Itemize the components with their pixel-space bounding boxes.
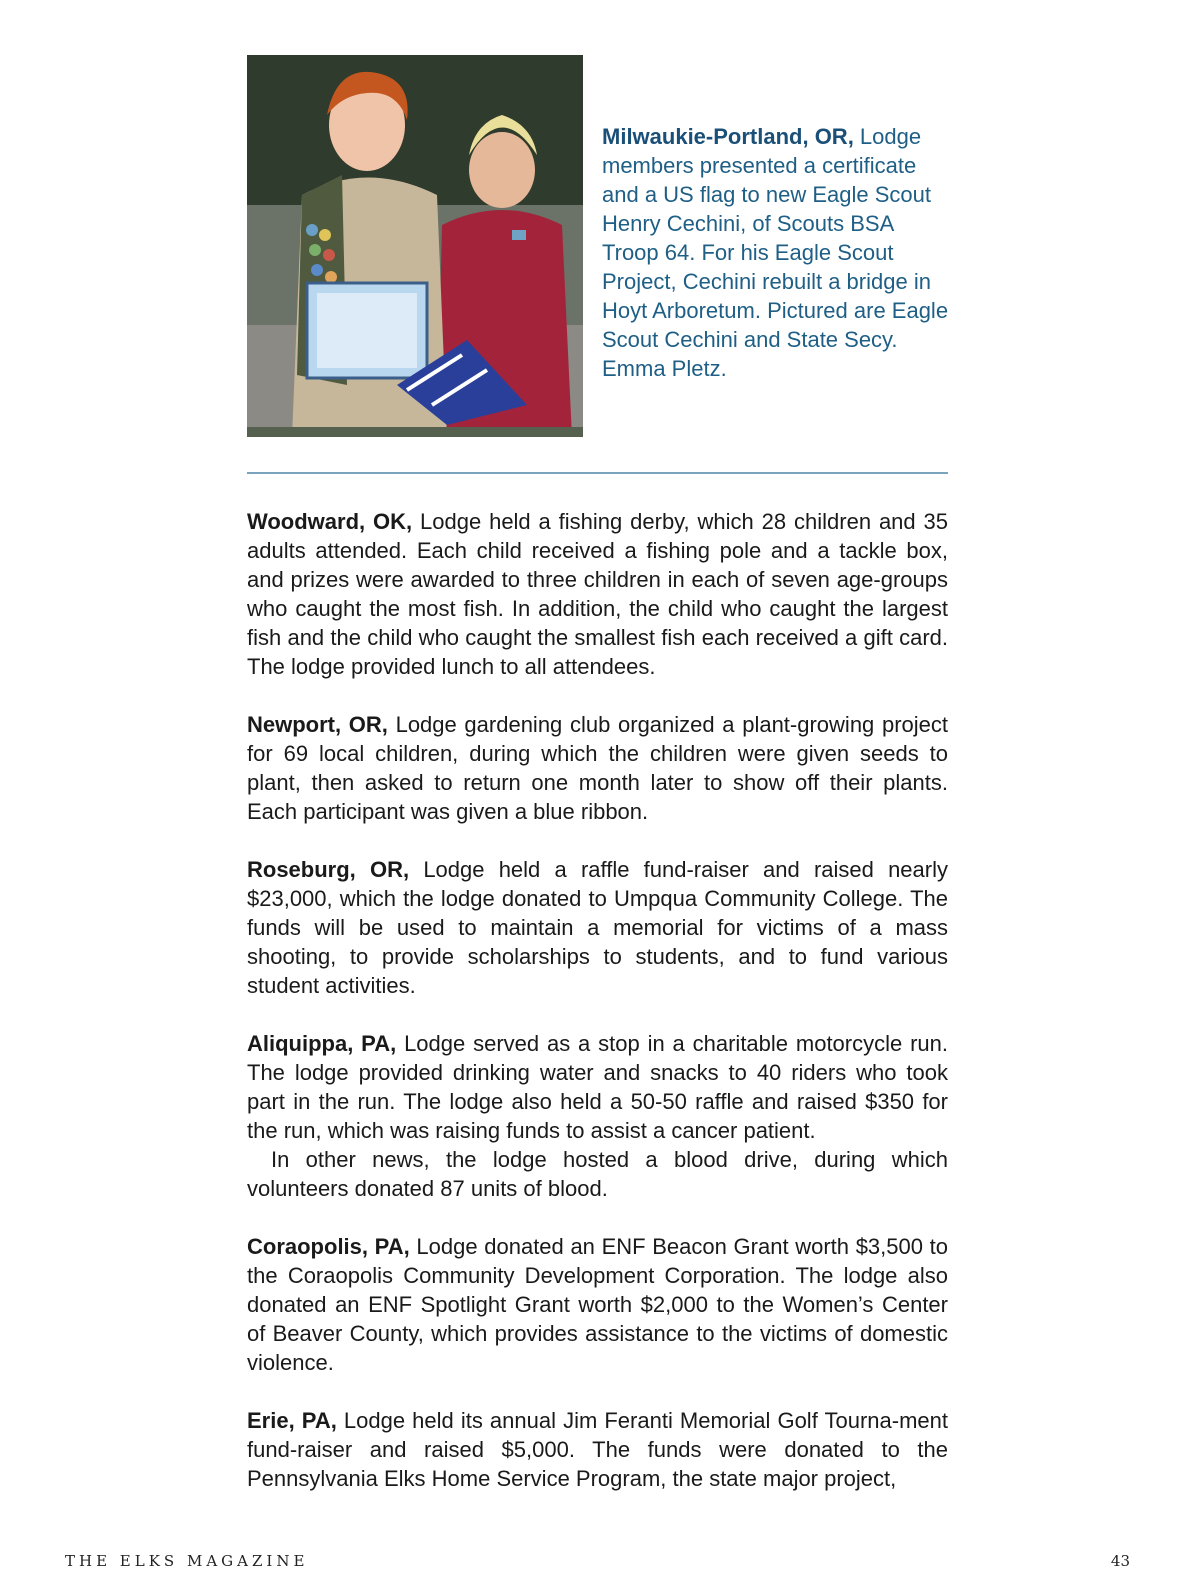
news-item-lead: Coraopolis, PA, [247,1234,410,1259]
section-divider [247,472,948,474]
lodge-news-list [247,507,948,1522]
news-item-coraopolis [247,1232,948,1377]
page-number: 43 [1110,1552,1130,1570]
photo-illustration [247,55,583,437]
news-item-lead: Roseburg, OR, [247,857,410,882]
news-item-erie [247,1406,948,1493]
caption-text: Lodge members presented a certificate and a US flag to new Eagle Scout Henry Cechini, of Scouts BSA Troop 64. For his Eagle Scout Project, Cechini rebuilt a bridge in Hoyt Arboretum. Pictured are Eagle Scout Cechini and State Secy. Emma Pletz. [602,124,949,381]
news-item-aliquippa [247,1029,948,1203]
news-item-lead: Newport, OR, [247,712,388,737]
magazine-title: THE ELKS MAGAZINE [65,1552,309,1570]
photo-caption [602,122,952,383]
news-item-text: Lodge held a fishing derby, which 28 children and 35 adults attended. Each child received a fishing pole and a tackle box, and prizes were awarded to three children in each of seven age-groups who caught the most fish. In addition, the child who caught the largest fish and the child who caught the smallest fish each received a gift card. The lodge provided lunch to all attendees. [247,509,948,679]
news-item-roseburg [247,855,948,1000]
news-item-woodward [247,507,948,681]
news-item-text: Lodge donated an ENF Beacon Grant worth $3,500 to the Coraopolis Community Development Corporation. The lodge also donated an ENF Spotlight Grant worth $2,000 to the Women’s Center of Beaver County, which provides assistance to the victims of domestic violence. [247,1234,948,1375]
eagle-scout-photo [247,55,583,437]
news-item-text: Lodge served as a stop in a charitable motorcycle run. The lodge provided drinking water and snacks to 40 riders who took part in the run. The lodge also held a 50-50 raffle and raised $350 for the run, which was raising funds to assist a cancer patient. [247,1031,948,1143]
caption-lead: Milwaukie-Portland, OR, [602,124,854,149]
news-item-text-continued: In other news, the lodge hosted a blood drive, during which volunteers donated 87 units of blood. [247,1147,948,1201]
news-item-text: Lodge held its annual Jim Feranti Memorial Golf Tourna-ment fund-raiser and raised $5,000. The funds were donated to the Pennsylvania Elks Home Service Program, the state major project, [247,1408,948,1491]
news-item-text: Lodge held a raffle fund-raiser and raised nearly $23,000, which the lodge donated to Umpqua Community College. The funds will be used to maintain a memorial for victims of a mass shooting, to provide scholarships to students, and to fund various student activities. [247,857,948,998]
news-item-lead: Erie, PA, [247,1408,337,1433]
news-item-lead: Aliquippa, PA, [247,1031,397,1056]
news-item-text: Lodge gardening club organized a plant-growing project for 69 local children, during which the children were given seeds to plant, then asked to return one month later to show off their plants. Each participant was given a blue ribbon. [247,712,948,824]
news-item-lead: Woodward, OK, [247,509,413,534]
news-item-newport [247,710,948,826]
